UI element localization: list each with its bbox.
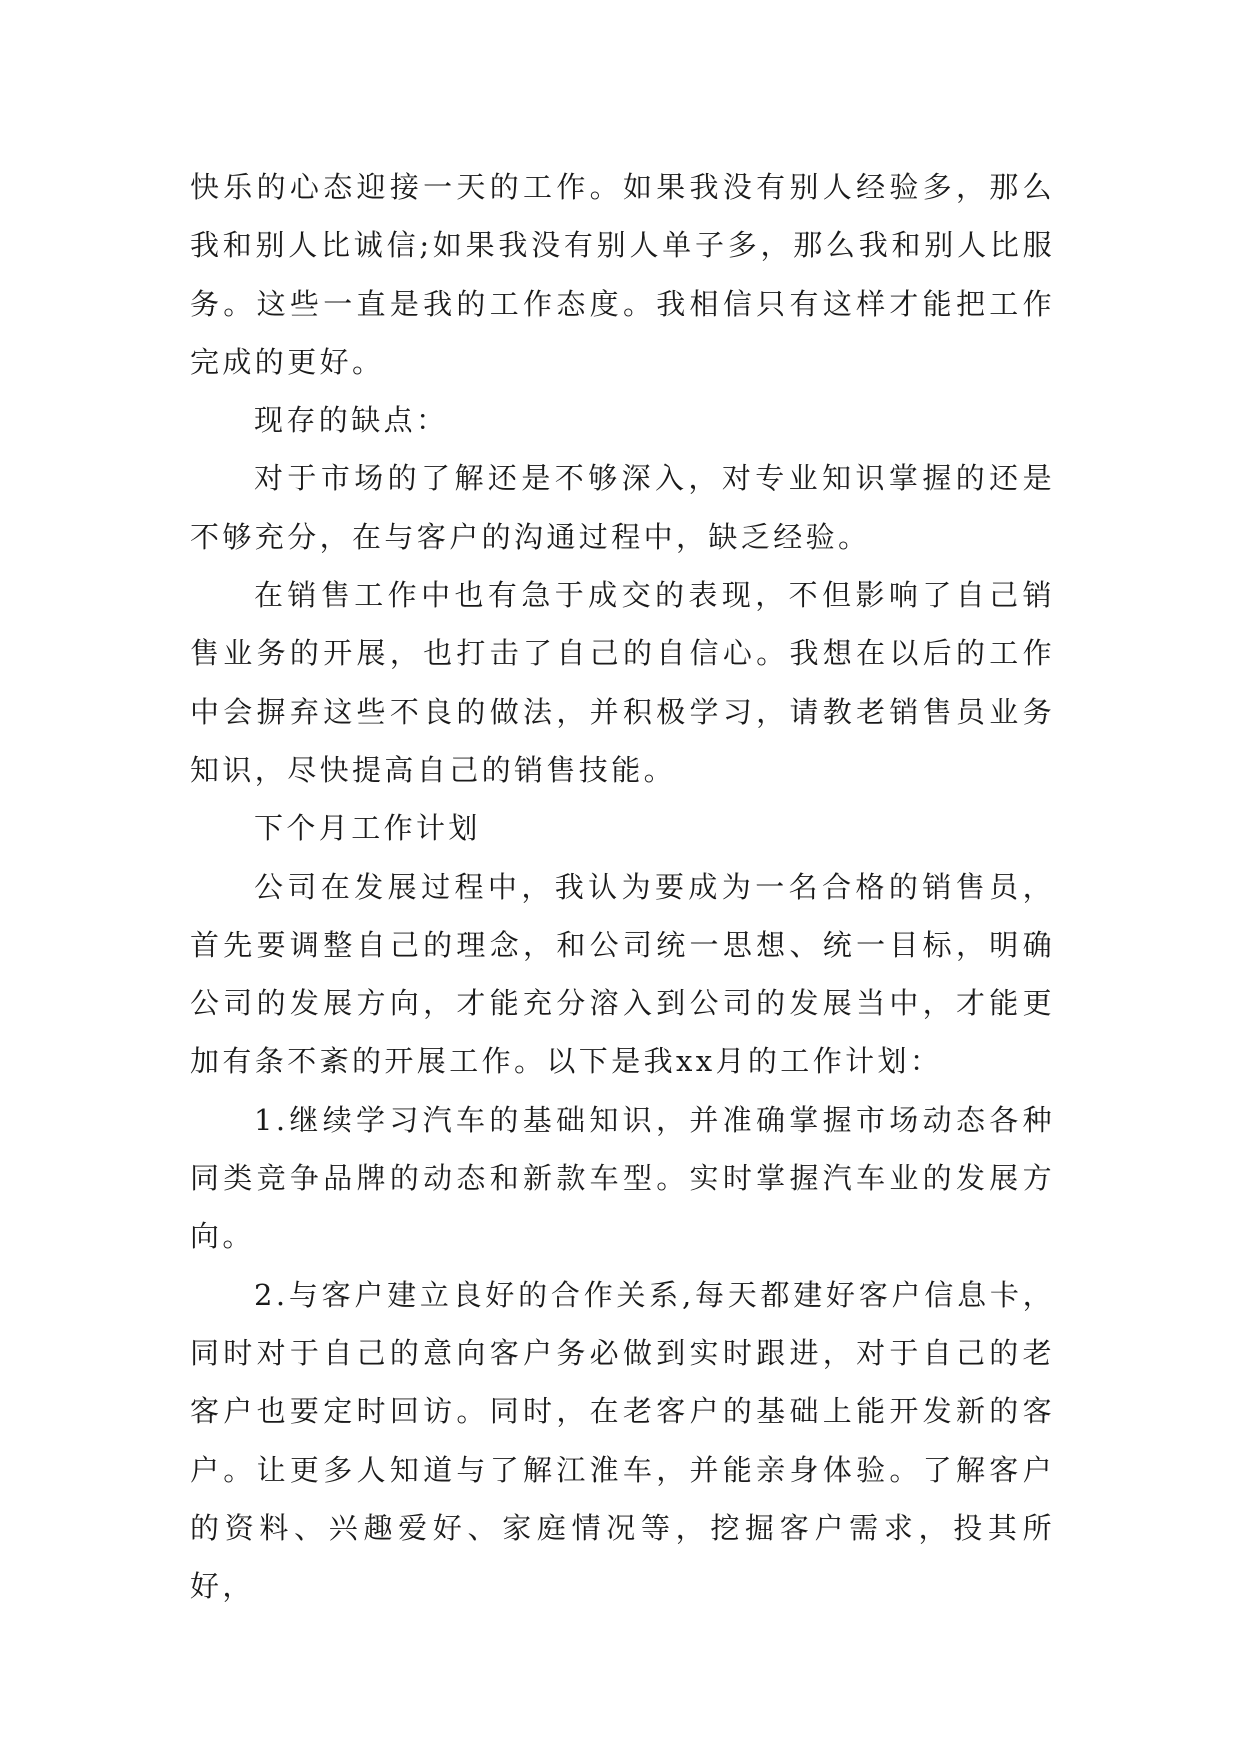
paragraph-market-knowledge: 对于市场的了解还是不够深入，对专业知识掌握的还是不够充分，在与客户的沟通过程中，缺乏经验。 [190, 461, 1055, 554]
paragraph-company-development: 公司在发展过程中，我认为要成为一名合格的销售员，首先要调整自己的理念，和公司统一思想、统一目标，明确公司的发展方向，才能充分溶入到公司的发展当中，才能更加有条不紊的开展工作。以下是我xx月的工作计划： [190, 869, 1055, 1079]
heading-next-month-plan: 下个月工作计划 [254, 811, 481, 846]
plan-item-2: 2.与客户建立良好的合作关系,每天都建好客户信息卡，同时对于自己的意向客户务必做到实时跟进，对于自己的老客户也要定时回访。同时，在老客户的基础上能开发新的客户。让更多人知道与了解江淮车，并能亲身体验。了解客户的资料、兴趣爱好、家庭情况等，挖掘客户需求，投其所好， [190, 1277, 1055, 1604]
heading-shortcomings: 现存的缺点： [254, 403, 449, 438]
paragraph-intro-continuation: 快乐的心态迎接一天的工作。如果我没有别人经验多，那么我和别人比诚信;如果我没有别人单子多，那么我和别人比服务。这些一直是我的工作态度。我相信只有这样才能把工作完成的更好。 [190, 170, 1055, 379]
document-body [190, 158, 1055, 1615]
plan-item-1: 1.继续学习汽车的基础知识，并准确掌握市场动态各种同类竞争品牌的动态和新款车型。实时掌握汽车业的发展方向。 [190, 1102, 1055, 1254]
paragraph-sales-behavior: 在销售工作中也有急于成交的表现，不但影响了自己销售业务的开展，也打击了自己的自信心。我想在以后的工作中会摒弃这些不良的做法，并积极学习，请教老销售员业务知识，尽快提高自己的销售技能。 [190, 578, 1055, 787]
